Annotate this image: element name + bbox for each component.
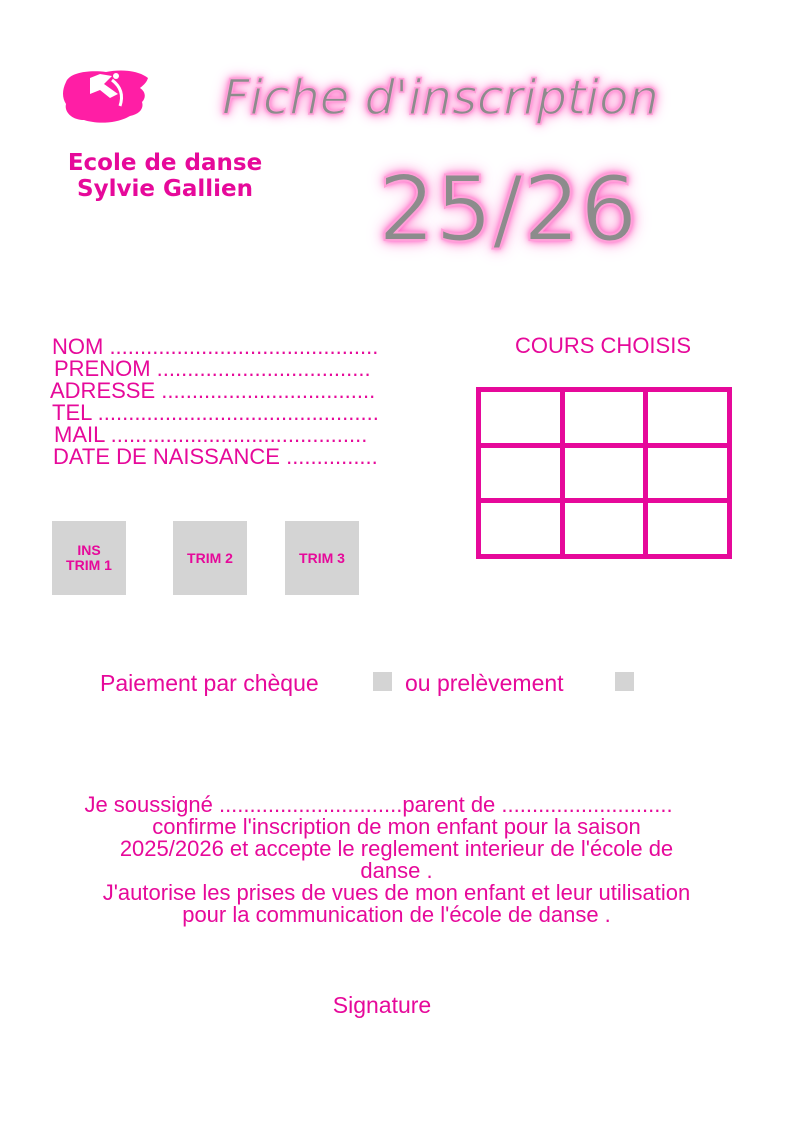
declaration-line: 2025/2026 et accepte le reglement interieur de l'école de [119, 836, 674, 861]
field-nom[interactable]: NOM ............................................ [52, 336, 379, 358]
courses-grid [476, 387, 732, 559]
field-adresse[interactable]: ADRESSE ................................... [50, 380, 376, 402]
school-name-line1: Ecole de danse [67, 150, 263, 176]
course-cell[interactable] [481, 448, 560, 499]
trim2-label: TRIM 2 [187, 549, 233, 566]
cheque-checkbox[interactable] [373, 672, 392, 691]
registration-fields [50, 336, 410, 468]
course-cell[interactable] [481, 392, 560, 443]
signature-label: Signature [332, 992, 432, 1018]
prelevement-checkbox[interactable] [615, 672, 634, 691]
trim3-box[interactable] [285, 521, 359, 595]
declaration-line: danse . [360, 858, 433, 883]
field-date-naissance[interactable]: DATE DE NAISSANCE ............... [53, 446, 378, 468]
course-cell[interactable] [565, 392, 644, 443]
season-year: 25/26 [378, 157, 638, 262]
school-name [40, 150, 290, 202]
course-cell[interactable] [648, 503, 727, 554]
declaration-text [30, 794, 763, 926]
declaration-line: Je soussigné ..............................parent de ............................ [84, 792, 673, 817]
field-prenom[interactable]: PRENOM ................................... [54, 358, 371, 380]
courses-title: COURS CHOISIS [514, 333, 692, 358]
ins-label: INS [77, 542, 101, 558]
course-cell[interactable] [648, 448, 727, 499]
trim2-box[interactable] [173, 521, 247, 595]
course-cell[interactable] [648, 392, 727, 443]
declaration-line: J'autorise les prises de vues de mon enfant et leur utilisation [102, 880, 691, 905]
field-tel[interactable]: TEL .............................................. [52, 402, 379, 424]
payment-row [100, 668, 700, 700]
school-name-line2: Sylvie Gallien [77, 176, 253, 202]
form-title: Fiche d'inscription [222, 70, 659, 126]
field-mail[interactable]: MAIL .......................................... [54, 424, 368, 446]
dancer-brush-logo [60, 64, 152, 126]
payment-prelevement-label: ou prelèvement [405, 670, 564, 696]
declaration-line: confirme l'inscription de mon enfant pour la saison [152, 814, 641, 839]
ins-trim1-box[interactable] [52, 521, 126, 595]
course-cell[interactable] [565, 448, 644, 499]
course-cell[interactable] [565, 503, 644, 554]
trim3-label: TRIM 3 [299, 549, 345, 566]
trim1-label: TRIM 1 [66, 557, 112, 573]
declaration-line: pour la communication de l'école de danse . [182, 902, 611, 927]
course-cell[interactable] [481, 503, 560, 554]
payment-cheque-label: Paiement par chèque [100, 670, 319, 696]
